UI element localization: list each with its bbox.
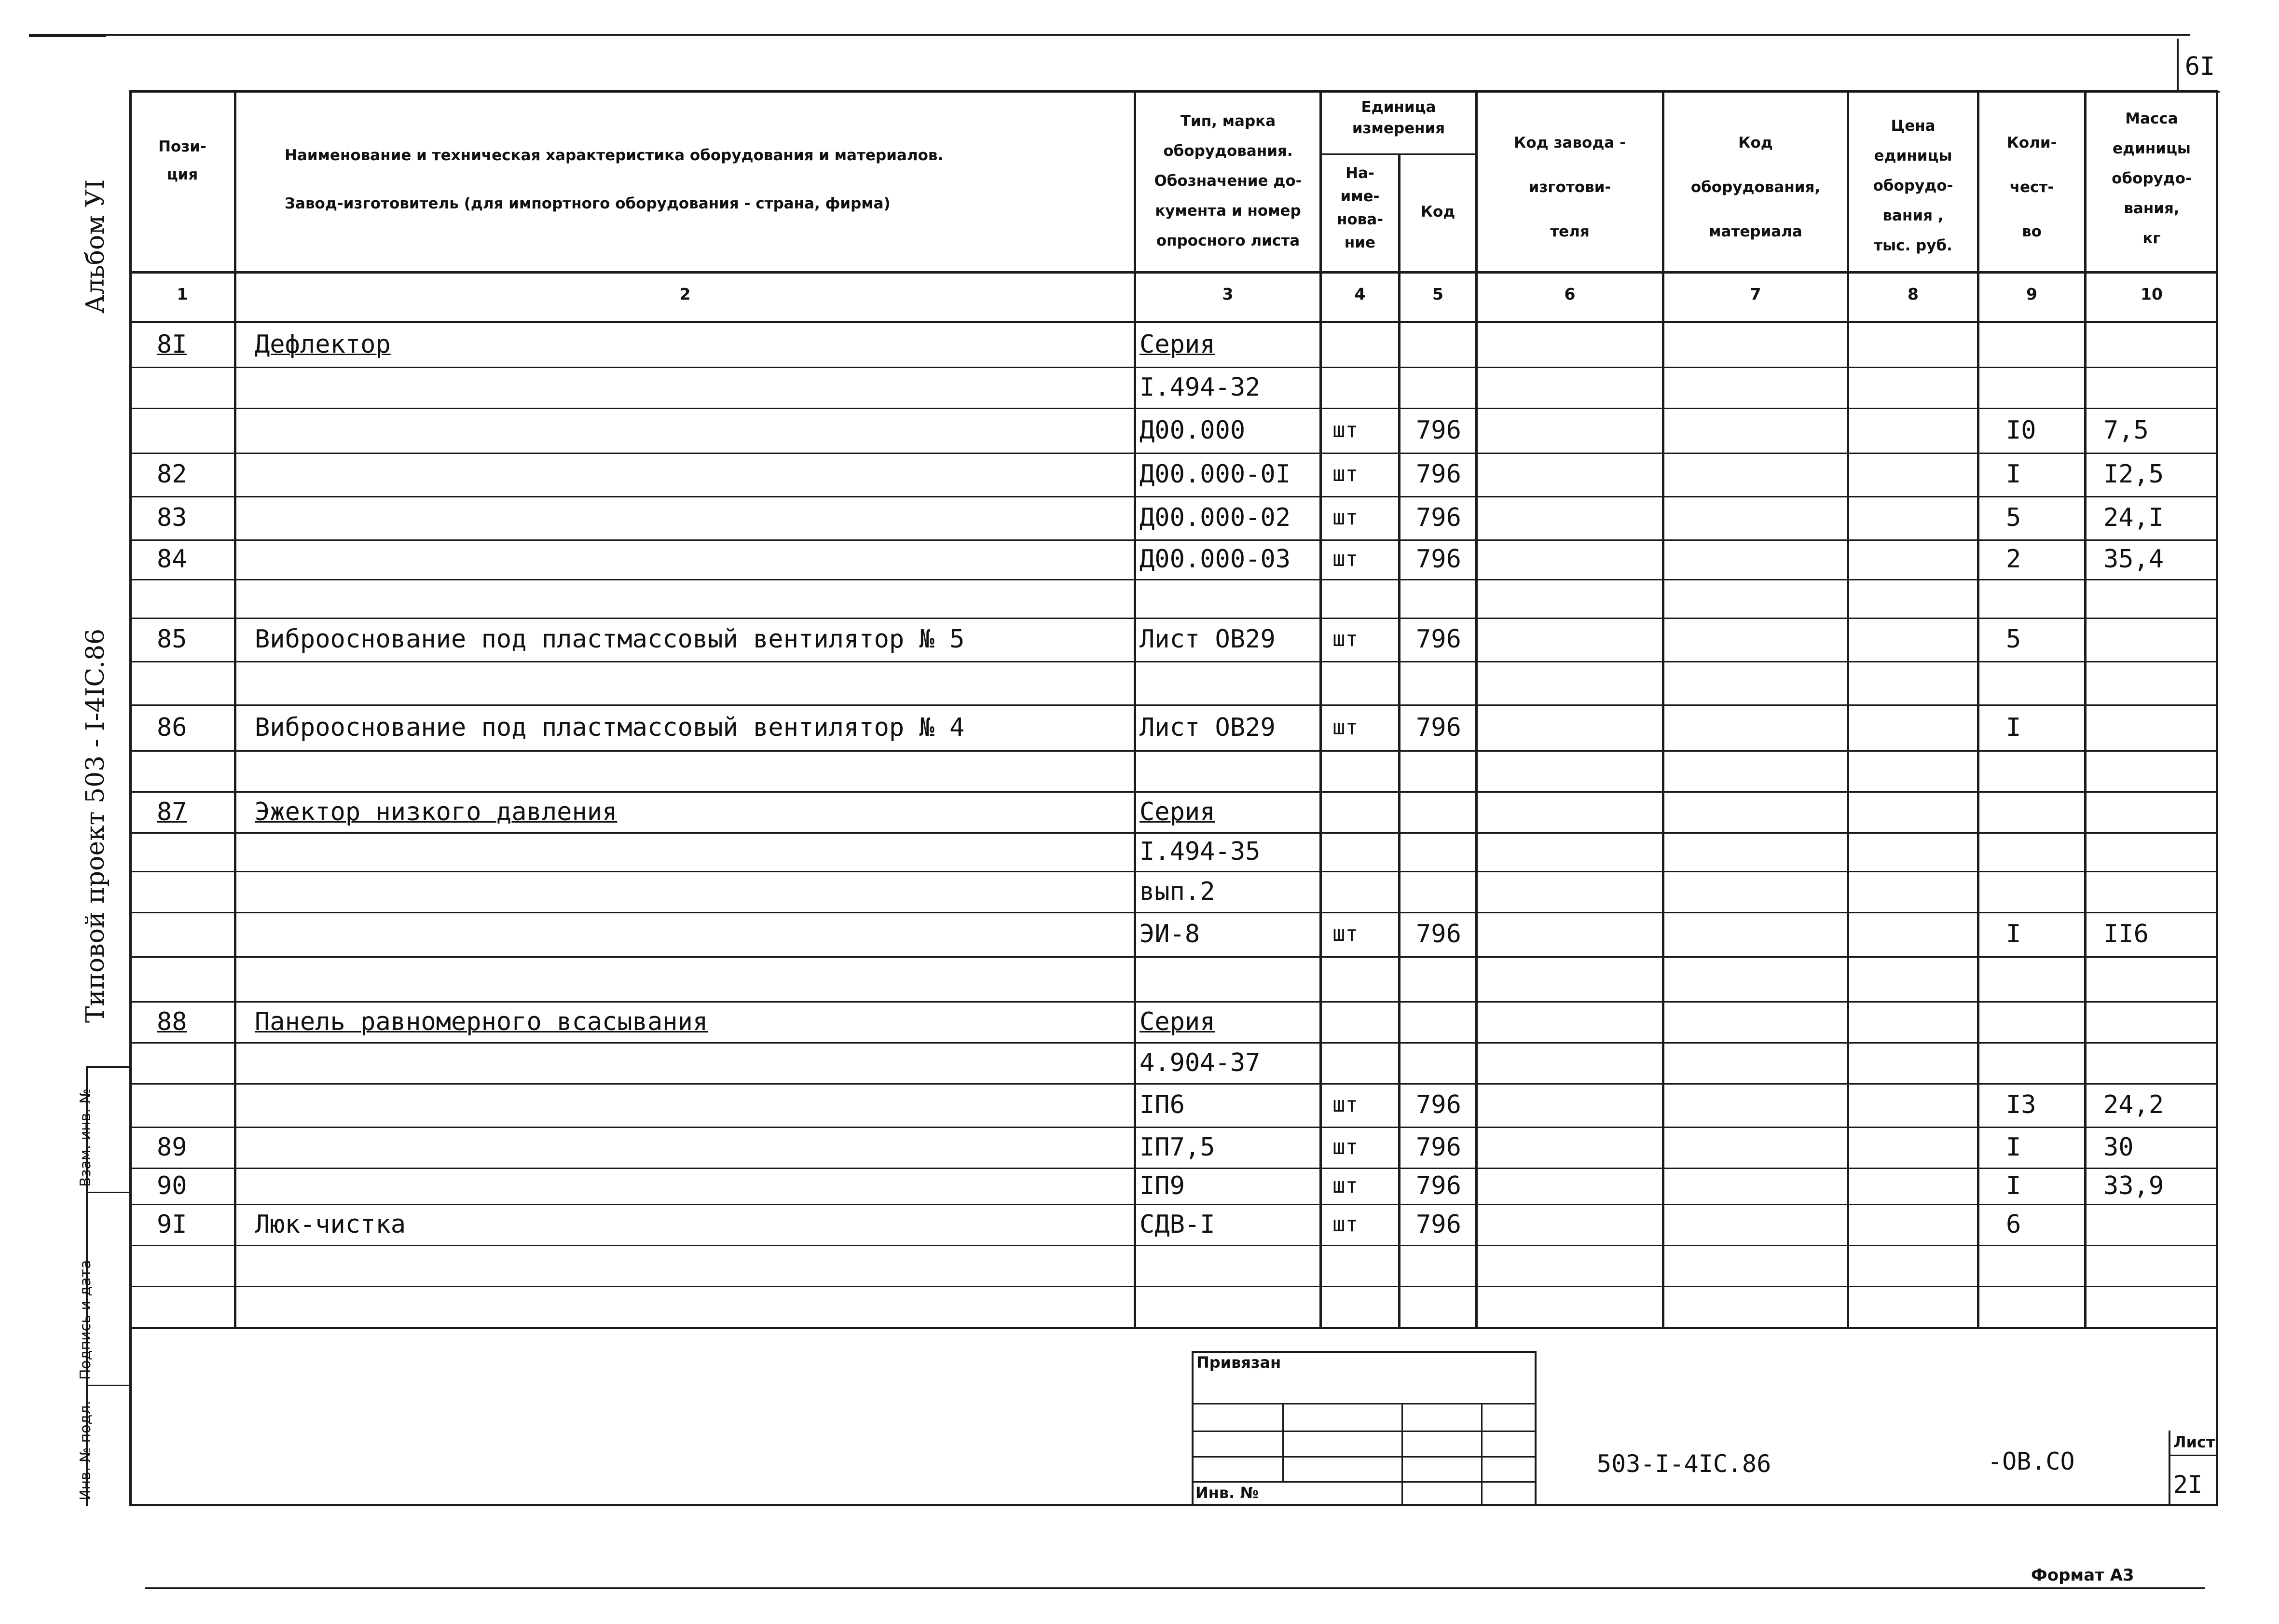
header-col3: Тип, марка оборудования. Обозначение до- кумента и номер опросного листа: [1154, 112, 1302, 249]
header-col5: Код: [1420, 203, 1455, 220]
row-separator: [129, 1245, 2218, 1246]
cell-type: Д00.000: [1140, 415, 1246, 445]
format-label: Формат А3: [2031, 1566, 2134, 1585]
row-separator: [129, 1168, 2218, 1169]
cell-qty: I: [2006, 1132, 2021, 1162]
row-separator: [129, 871, 2218, 872]
col-line-4: [1398, 154, 1400, 1328]
row-separator: [129, 956, 2218, 958]
col-line-8: [1977, 90, 1979, 1328]
cell-mass: I2,5: [2103, 460, 2164, 489]
bound-label: Привязан: [1196, 1353, 1281, 1372]
row-separator: [129, 912, 2218, 913]
cell-code: 796: [1416, 1171, 1461, 1200]
cell-pos: 86: [157, 713, 187, 742]
col-line-6: [1662, 90, 1664, 1328]
stamp-vline-2: [1401, 1403, 1403, 1506]
row-separator: [129, 791, 2218, 793]
bottom-edge-line: [145, 1587, 2205, 1589]
cell-code: 796: [1416, 625, 1461, 654]
cell-unit: шт: [1332, 417, 1358, 442]
cell-code: 796: [1416, 503, 1461, 532]
unit-group-line: [1319, 153, 1476, 155]
row-separator: [129, 661, 2218, 662]
row-separator: [129, 1204, 2218, 1205]
sheet-label: Лист: [2173, 1433, 2215, 1451]
cell-name: Виброоснование под пластмассовый вентилятор № 4: [255, 713, 965, 742]
cell-pos: 9I: [157, 1210, 187, 1239]
cell-type: I.494-35: [1140, 837, 1261, 866]
stamp-line-3: [1192, 1456, 1537, 1458]
colnum-3: 3: [1222, 285, 1234, 303]
row-separator: [129, 618, 2218, 619]
side-stamp-line-1: [86, 1192, 129, 1193]
cell-unit: шт: [1332, 547, 1358, 571]
cell-qty: I: [2006, 713, 2021, 742]
cell-code: 796: [1416, 920, 1461, 949]
cell-pos: 83: [157, 503, 187, 532]
row-separator: [129, 1001, 2218, 1003]
cell-unit: шт: [1332, 1092, 1358, 1117]
cell-code: 796: [1416, 1210, 1461, 1239]
cell-pos: 84: [157, 545, 187, 574]
col-line-7: [1847, 90, 1849, 1328]
inv-label: Инв. №: [1195, 1484, 1259, 1502]
header-col7: Код оборудования, материала: [1690, 134, 1821, 240]
top-edge-line: [29, 34, 2190, 36]
cell-code: 796: [1416, 415, 1461, 445]
bound-box: [1192, 1351, 1537, 1506]
side-field-1: Взам. инв. №: [77, 1088, 94, 1187]
page-number: 6I: [2184, 52, 2215, 81]
row-separator: [129, 1042, 2218, 1044]
cell-mass: 7,5: [2103, 415, 2149, 445]
stamp-line-2: [1192, 1431, 1537, 1432]
row-separator: [129, 496, 2218, 497]
cell-qty: I: [2006, 460, 2021, 489]
row-separator: [129, 539, 2218, 541]
cell-type: 4.904-37: [1140, 1048, 1261, 1077]
header-bottom-line: [129, 271, 2218, 274]
stamp-vline-1: [1282, 1403, 1284, 1481]
cell-unit: шт: [1332, 715, 1358, 740]
cell-qty: 5: [2006, 503, 2021, 532]
cell-type: IП6: [1140, 1090, 1185, 1119]
colnum-bottom-line: [129, 321, 2218, 323]
stamp-line-1: [1192, 1403, 1537, 1404]
cell-code: 796: [1416, 1132, 1461, 1162]
side-field-3: Инв. № подл.: [77, 1401, 94, 1500]
cell-mass: 33,9: [2103, 1171, 2164, 1200]
cell-unit: шт: [1332, 627, 1358, 651]
cell-name: Люк-чистка: [255, 1210, 406, 1239]
colnum-5: 5: [1432, 285, 1443, 303]
cell-code: 796: [1416, 713, 1461, 742]
cell-pos: 8I: [157, 330, 187, 359]
cell-pos: 82: [157, 460, 187, 489]
cell-type: вып.2: [1140, 877, 1215, 906]
cell-code: 796: [1416, 545, 1461, 574]
colnum-1: 1: [177, 285, 188, 303]
sheet-box-line: [2169, 1455, 2218, 1456]
cell-qty: 5: [2006, 625, 2021, 654]
col-line-5: [1475, 90, 1478, 1328]
doc-code: 503-I-4IC.86: [1597, 1450, 1771, 1478]
cell-qty: 2: [2006, 545, 2021, 574]
cell-type: IП9: [1140, 1171, 1185, 1200]
cell-qty: I: [2006, 920, 2021, 949]
colnum-8: 8: [1908, 285, 1919, 303]
col-line-9: [2084, 90, 2087, 1328]
row-separator: [129, 1286, 2218, 1287]
row-separator: [129, 1083, 2218, 1085]
header-unit-group: Единица измерения: [1352, 98, 1445, 137]
header-col4: На- име- нова- ние: [1336, 165, 1384, 251]
col-line-3: [1319, 90, 1322, 1328]
cell-type: Д00.000-02: [1140, 503, 1291, 532]
cell-type: Д00.000-0I: [1140, 460, 1291, 489]
header-col8: Цена единицы оборудо- вания , тыс. руб.: [1873, 117, 1953, 254]
cell-pos: 89: [157, 1132, 187, 1162]
cell-type: Лист ОВ29: [1140, 625, 1276, 654]
colnum-9: 9: [2026, 285, 2037, 303]
doc-suffix: -ОВ.СО: [1988, 1447, 2075, 1475]
cell-unit: шт: [1332, 1173, 1358, 1198]
row-separator: [129, 408, 2218, 409]
cell-unit: шт: [1332, 1211, 1358, 1237]
colnum-6: 6: [1564, 285, 1576, 303]
header-col10: Масса единицы оборудо- вания, кг: [2112, 110, 2192, 247]
cell-name: Дефлектор: [255, 330, 391, 359]
cell-code: 796: [1416, 460, 1461, 489]
colnum-7: 7: [1750, 285, 1761, 303]
cell-mass: 24,2: [2103, 1090, 2164, 1119]
cell-mass: II6: [2103, 920, 2149, 949]
cell-type: СДВ-I: [1140, 1210, 1215, 1239]
header-col6: Код завода - изготови- теля: [1514, 134, 1626, 240]
side-field-2: Подпись и дата: [77, 1260, 94, 1380]
row-separator: [129, 832, 2218, 834]
cell-type: Серия: [1140, 330, 1215, 359]
cell-name: Виброоснование под пластмассовый вентилятор № 5: [255, 625, 965, 654]
row-separator: [129, 1127, 2218, 1128]
cell-qty: I0: [2006, 415, 2036, 445]
cell-type: I.494-32: [1140, 372, 1261, 402]
side-album-label: Альбом УI: [81, 179, 110, 314]
cell-type: ЭИ-8: [1140, 920, 1200, 949]
cell-pos: 87: [157, 797, 187, 826]
cell-pos: 88: [157, 1007, 187, 1036]
cell-unit: шт: [1332, 505, 1358, 530]
cell-type: IП7,5: [1140, 1132, 1215, 1162]
cell-unit: шт: [1332, 1134, 1358, 1159]
cell-unit: шт: [1332, 922, 1358, 946]
header-col9: Коли- чест- во: [2006, 134, 2057, 240]
cell-mass: 30: [2103, 1132, 2134, 1162]
cell-name: Эжектор низкого давления: [255, 797, 618, 826]
cell-qty: 6: [2006, 1210, 2021, 1239]
cell-mass: 35,4: [2103, 545, 2164, 574]
cell-type: Серия: [1140, 1007, 1215, 1036]
row-separator: [129, 750, 2218, 752]
side-project-label: Типовой проект 503 - I-4IC.86: [81, 628, 110, 1023]
cell-type: Серия: [1140, 797, 1215, 826]
row-separator: [129, 367, 2218, 368]
side-stamp-line-2: [86, 1385, 129, 1386]
table-bottom-line: [129, 1327, 2218, 1329]
row-separator: [129, 704, 2218, 706]
stamp-line-4: [1192, 1481, 1537, 1483]
cell-type: Лист ОВ29: [1140, 713, 1276, 742]
cell-unit: шт: [1332, 462, 1358, 486]
header-col2: Наименование и техническая характеристика оборудования и материалов. Завод-изготовитель (для импортного оборудования - страна, фирма): [285, 147, 944, 212]
cell-pos: 90: [157, 1171, 187, 1200]
col-line-1: [234, 90, 236, 1328]
cell-qty: I3: [2006, 1090, 2036, 1119]
colnum-10: 10: [2141, 285, 2163, 303]
cell-type: Д00.000-03: [1140, 545, 1291, 574]
top-edge-tick: [29, 36, 106, 37]
cell-code: 796: [1416, 1090, 1461, 1119]
stamp-vline-3: [1481, 1403, 1483, 1506]
row-separator: [129, 579, 2218, 580]
sheet-number: 2I: [2173, 1471, 2203, 1499]
cell-pos: 85: [157, 625, 187, 654]
colnum-4: 4: [1354, 285, 1366, 303]
cell-qty: I: [2006, 1171, 2021, 1200]
row-separator: [129, 453, 2218, 454]
colnum-2: 2: [679, 285, 691, 303]
col-line-2: [1134, 90, 1136, 1328]
cell-mass: 24,I: [2103, 503, 2164, 532]
header-col1: Пози- ция: [158, 138, 206, 183]
cell-name: Панель равномерного всасывания: [255, 1007, 708, 1036]
